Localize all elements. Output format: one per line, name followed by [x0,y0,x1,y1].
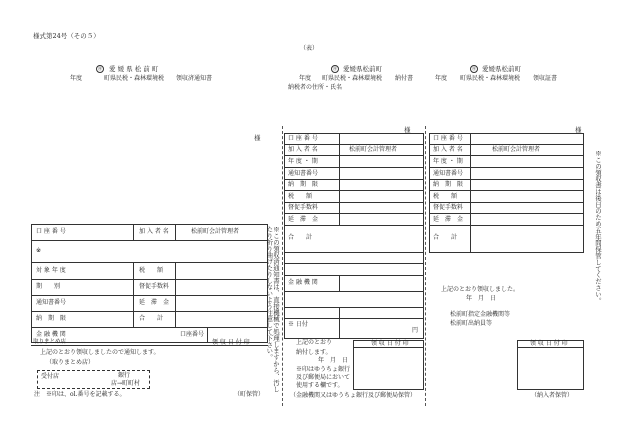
address-label: 納税者の住所・氏名 [288,84,343,91]
bank-label: 金 融 機 関 [36,331,66,338]
left-row-label: 合 計 [139,315,164,322]
receipt-note-label: 取りまとめ店 [33,339,67,345]
right-row-label: 通知書番号 [433,170,464,177]
right-vertical-note: ※この領収書は後日のため五年間保管してください。 [594,150,602,304]
seal-icon: ㊞ [98,66,102,71]
left-row-label: 期 別 [36,283,61,290]
account-number-label: 口 座 番 号 [36,228,66,235]
left-row-label: 対 象 年 度 [36,267,66,274]
left-row-label: 通知書番号 [36,299,67,306]
middle-note1: ※印はゆうちょ銀行 [296,366,351,373]
left-title-tax: 町県民税・森林環境税 [104,75,165,82]
right-sama: 様 [575,126,582,134]
left-row-label: 延 滞 金 [139,299,170,306]
left-keeper: （町保管） [234,391,265,398]
left-title-doc: 領収済通知書 [176,75,213,82]
middle-note3: 使用する欄です。 [296,382,344,389]
branch-suffix: 店→町町村 [111,380,141,387]
left-issuer: 愛 媛 県 松 前 町 [109,65,159,73]
right-row-label: 督促手数料 [433,204,464,211]
left-vertical-note: ※この領収済通知書は、直接機械で処理しますから、汚したり折り曲げたりしないよう注意して下さい。 [265,226,280,393]
middle-row-label: 延 滞 金 [288,216,319,223]
middle-row-label: 合 計 [288,234,313,241]
right-row-label: 合 計 [433,234,458,241]
bank-suffix: 銀行 [118,372,131,379]
right-bank-text2: 松前町出納員等 [450,320,493,327]
middle-title-doc: 納付書 [395,75,414,82]
right-title-tax: 町県民税・森林環境税 [460,75,521,82]
subscriber-label: 加 入 者 名 [139,228,169,235]
right-row-label: 延 滞 金 [433,216,464,223]
yen-label: 円 [412,327,419,334]
right-date-line: 年 月 日 [466,295,497,302]
received-store: 受付店 [41,373,60,380]
middle-date-label: ※ 日付 [288,321,308,328]
right-row-label: 口 座 番 号 [433,135,463,142]
middle-bank-label: 金 融 機 関 [288,279,318,286]
handling-store: （取りまとめ店） [46,359,95,366]
right-received-text: 上記のとおり領収しました。 [441,286,520,293]
right-row-label: 税 額 [433,193,458,200]
seal-icon: ㊞ [472,66,476,71]
middle-row-label: 納 期 限 [288,181,319,188]
right-row-label: 納 期 限 [433,181,464,188]
middle-date-line: 年 月 日 [318,357,349,364]
front-label: （表） [300,45,319,52]
right-title-doc: 領収証書 [533,75,558,82]
middle-row-label: 口 座 番 号 [288,135,318,142]
middle-sama: 様 [404,126,411,134]
middle-receipt-date-label: 領 収 日 付 印 [371,340,409,347]
middle-row-label: 加 入 者 名 [288,146,318,153]
middle-receipt-text: 上記のとおり [296,339,333,346]
receipt-date-label: 領 収 日 付 印 [212,339,250,346]
right-subscriber-value: 松前町会計管理者 [492,146,541,153]
right-receipt-date-label: 領 収 日 付 印 [530,340,568,347]
middle-row-label: 督促手数料 [288,204,319,211]
notify-text: 上記のとおり領収しましたので通知します。 [40,349,160,356]
left-title-year: 年度 [70,75,83,82]
right-row-label: 年 度 ・ 期 [433,158,463,165]
left-sama: 様 [254,134,261,142]
left-note: 注 ※印は、ol.番号を記載する。 [34,391,126,398]
right-bank-text1: 松前町指定金融機関等 [450,311,511,318]
middle-row-label: 年 度 ・ 期 [288,158,318,165]
middle-title-year: 年度 [299,75,312,82]
middle-row-label: 税 額 [288,193,313,200]
left-row-label: 督促手数料 [139,283,170,290]
middle-note2: 及び郵便局において [296,374,351,381]
seal-icon: ㊞ [333,66,337,71]
subscriber-value: 松前町会計管理者 [191,228,240,235]
right-keeper: （納入者保管） [531,392,574,399]
left-row-label: 税 額 [139,267,164,274]
right-issuer: 愛媛県松前町 [482,65,521,73]
middle-issuer: 愛媛県松前町 [343,65,382,73]
account-no-label: 口座番号 [180,331,205,338]
form-number: 様式第24号（その５） [33,32,100,40]
right-title-year: 年度 [435,75,448,82]
kome-mark: ※ [36,247,42,254]
middle-row-label: 通知書番号 [288,170,319,177]
middle-receipt-text2: 納付します。 [296,349,332,356]
right-row-label: 加 入 者 名 [433,146,463,153]
middle-subscriber-value: 松前町会計管理者 [349,146,398,153]
middle-keeper: （金融機関又はゆうちょ銀行及び郵便局保管） [290,392,417,399]
left-row-label: 納 期 限 [36,315,67,322]
middle-title-tax: 町県民税・森林環境税 [322,75,383,82]
